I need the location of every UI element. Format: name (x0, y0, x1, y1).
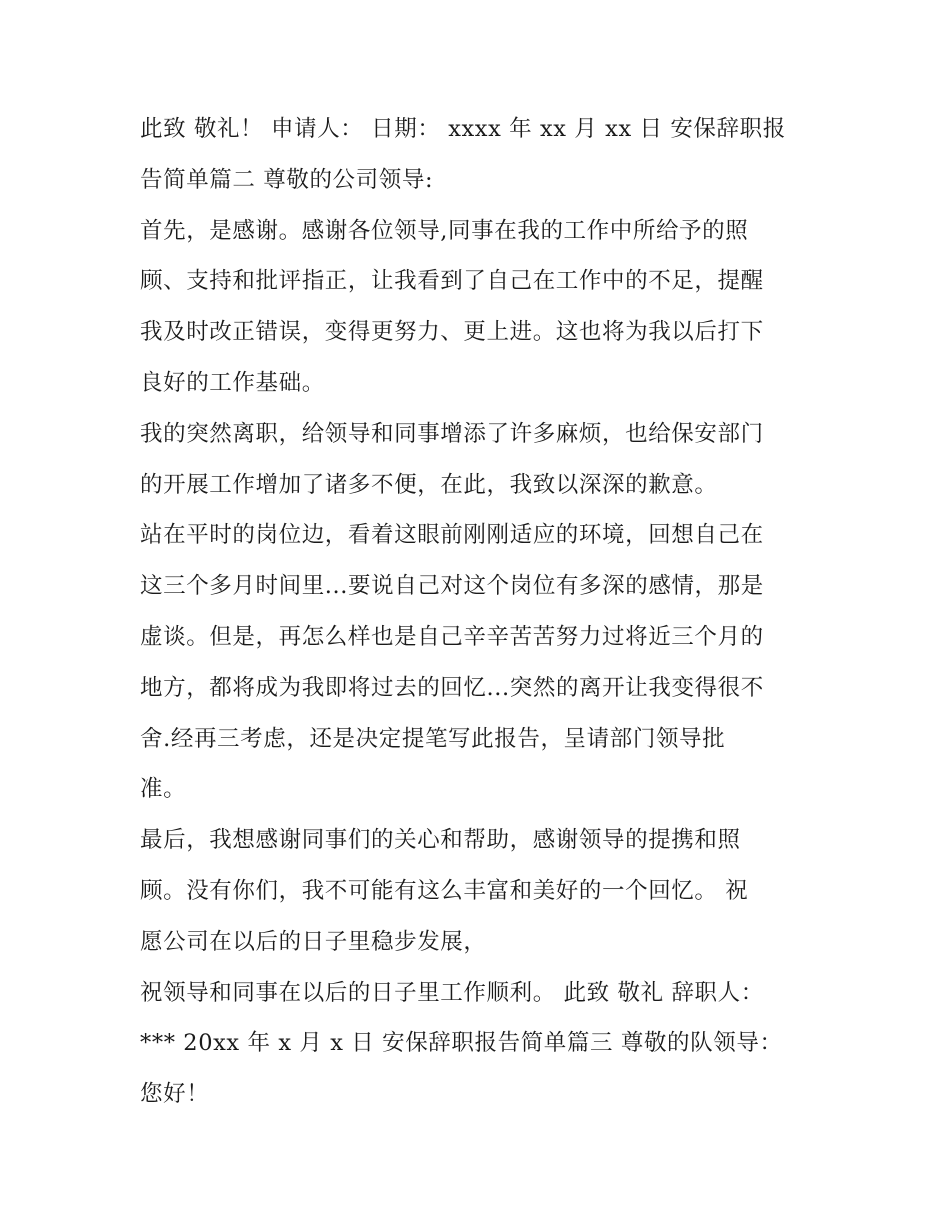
text-line-5: 我及时改正错误，变得更努力、更上进。这也将为我以后打下 (140, 319, 764, 346)
text-line-20: 您好！ (140, 1081, 210, 1108)
document-body (140, 104, 820, 1120)
text-line-3: 首先，是感谢。感谢各位领导,同事在我的工作中所给予的照 (140, 217, 749, 244)
text-line-6: 良好的工作基础。 (140, 369, 325, 396)
text-line-15: 最后，我想感谢同事们的关心和帮助，感谢领导的提携和照 (140, 827, 741, 854)
text-line-7: 我的突然离职，给领导和同事增添了许多麻烦，也给保安部门 (140, 420, 764, 447)
text-line-18: 祝领导和同事在以后的日子里工作顺利。 此致 敬礼 辞职人： (140, 979, 764, 1006)
text-line-13: 舍.经再三考虑，还是决定提笔写此报告，呈请部门领导批 (140, 725, 726, 752)
text-line-19: *** 20xx 年 x 月 x 日 安保辞职报告简单篇三 尊敬的队领导： (140, 1030, 783, 1057)
text-line-2: 告简单篇二 尊敬的公司领导: (140, 166, 434, 193)
text-line-9: 站在平时的岗位边，看着这眼前刚刚适应的环境，回想自己在 (140, 522, 764, 549)
text-line-8: 的开展工作增加了诸多不便，在此，我致以深深的歉意。 (140, 471, 718, 498)
text-line-14: 准。 (140, 776, 187, 803)
text-line-16: 顾。没有你们，我不可能有这么丰富和美好的一个回忆。 祝 (140, 877, 749, 904)
text-line-10: 这三个多月时间里...要说自己对这个岗位有多深的感情，那是 (140, 573, 764, 600)
text-line-4: 顾、支持和批评指正，让我看到了自己在工作中的不足，提醒 (140, 268, 764, 295)
text-line-17: 愿公司在以后的日子里稳步发展， (140, 928, 487, 955)
text-line-1: 此致 敬礼！ 申请人： 日期： xxxx 年 xx 月 xx 日 安保辞职报 (140, 116, 786, 142)
text-line-11: 虚谈。但是，再怎么样也是自己辛辛苦苦努力过将近三个月的 (140, 623, 764, 650)
text-line-12: 地方，都将成为我即将过去的回忆...突然的离开让我变得很不 (140, 674, 764, 701)
